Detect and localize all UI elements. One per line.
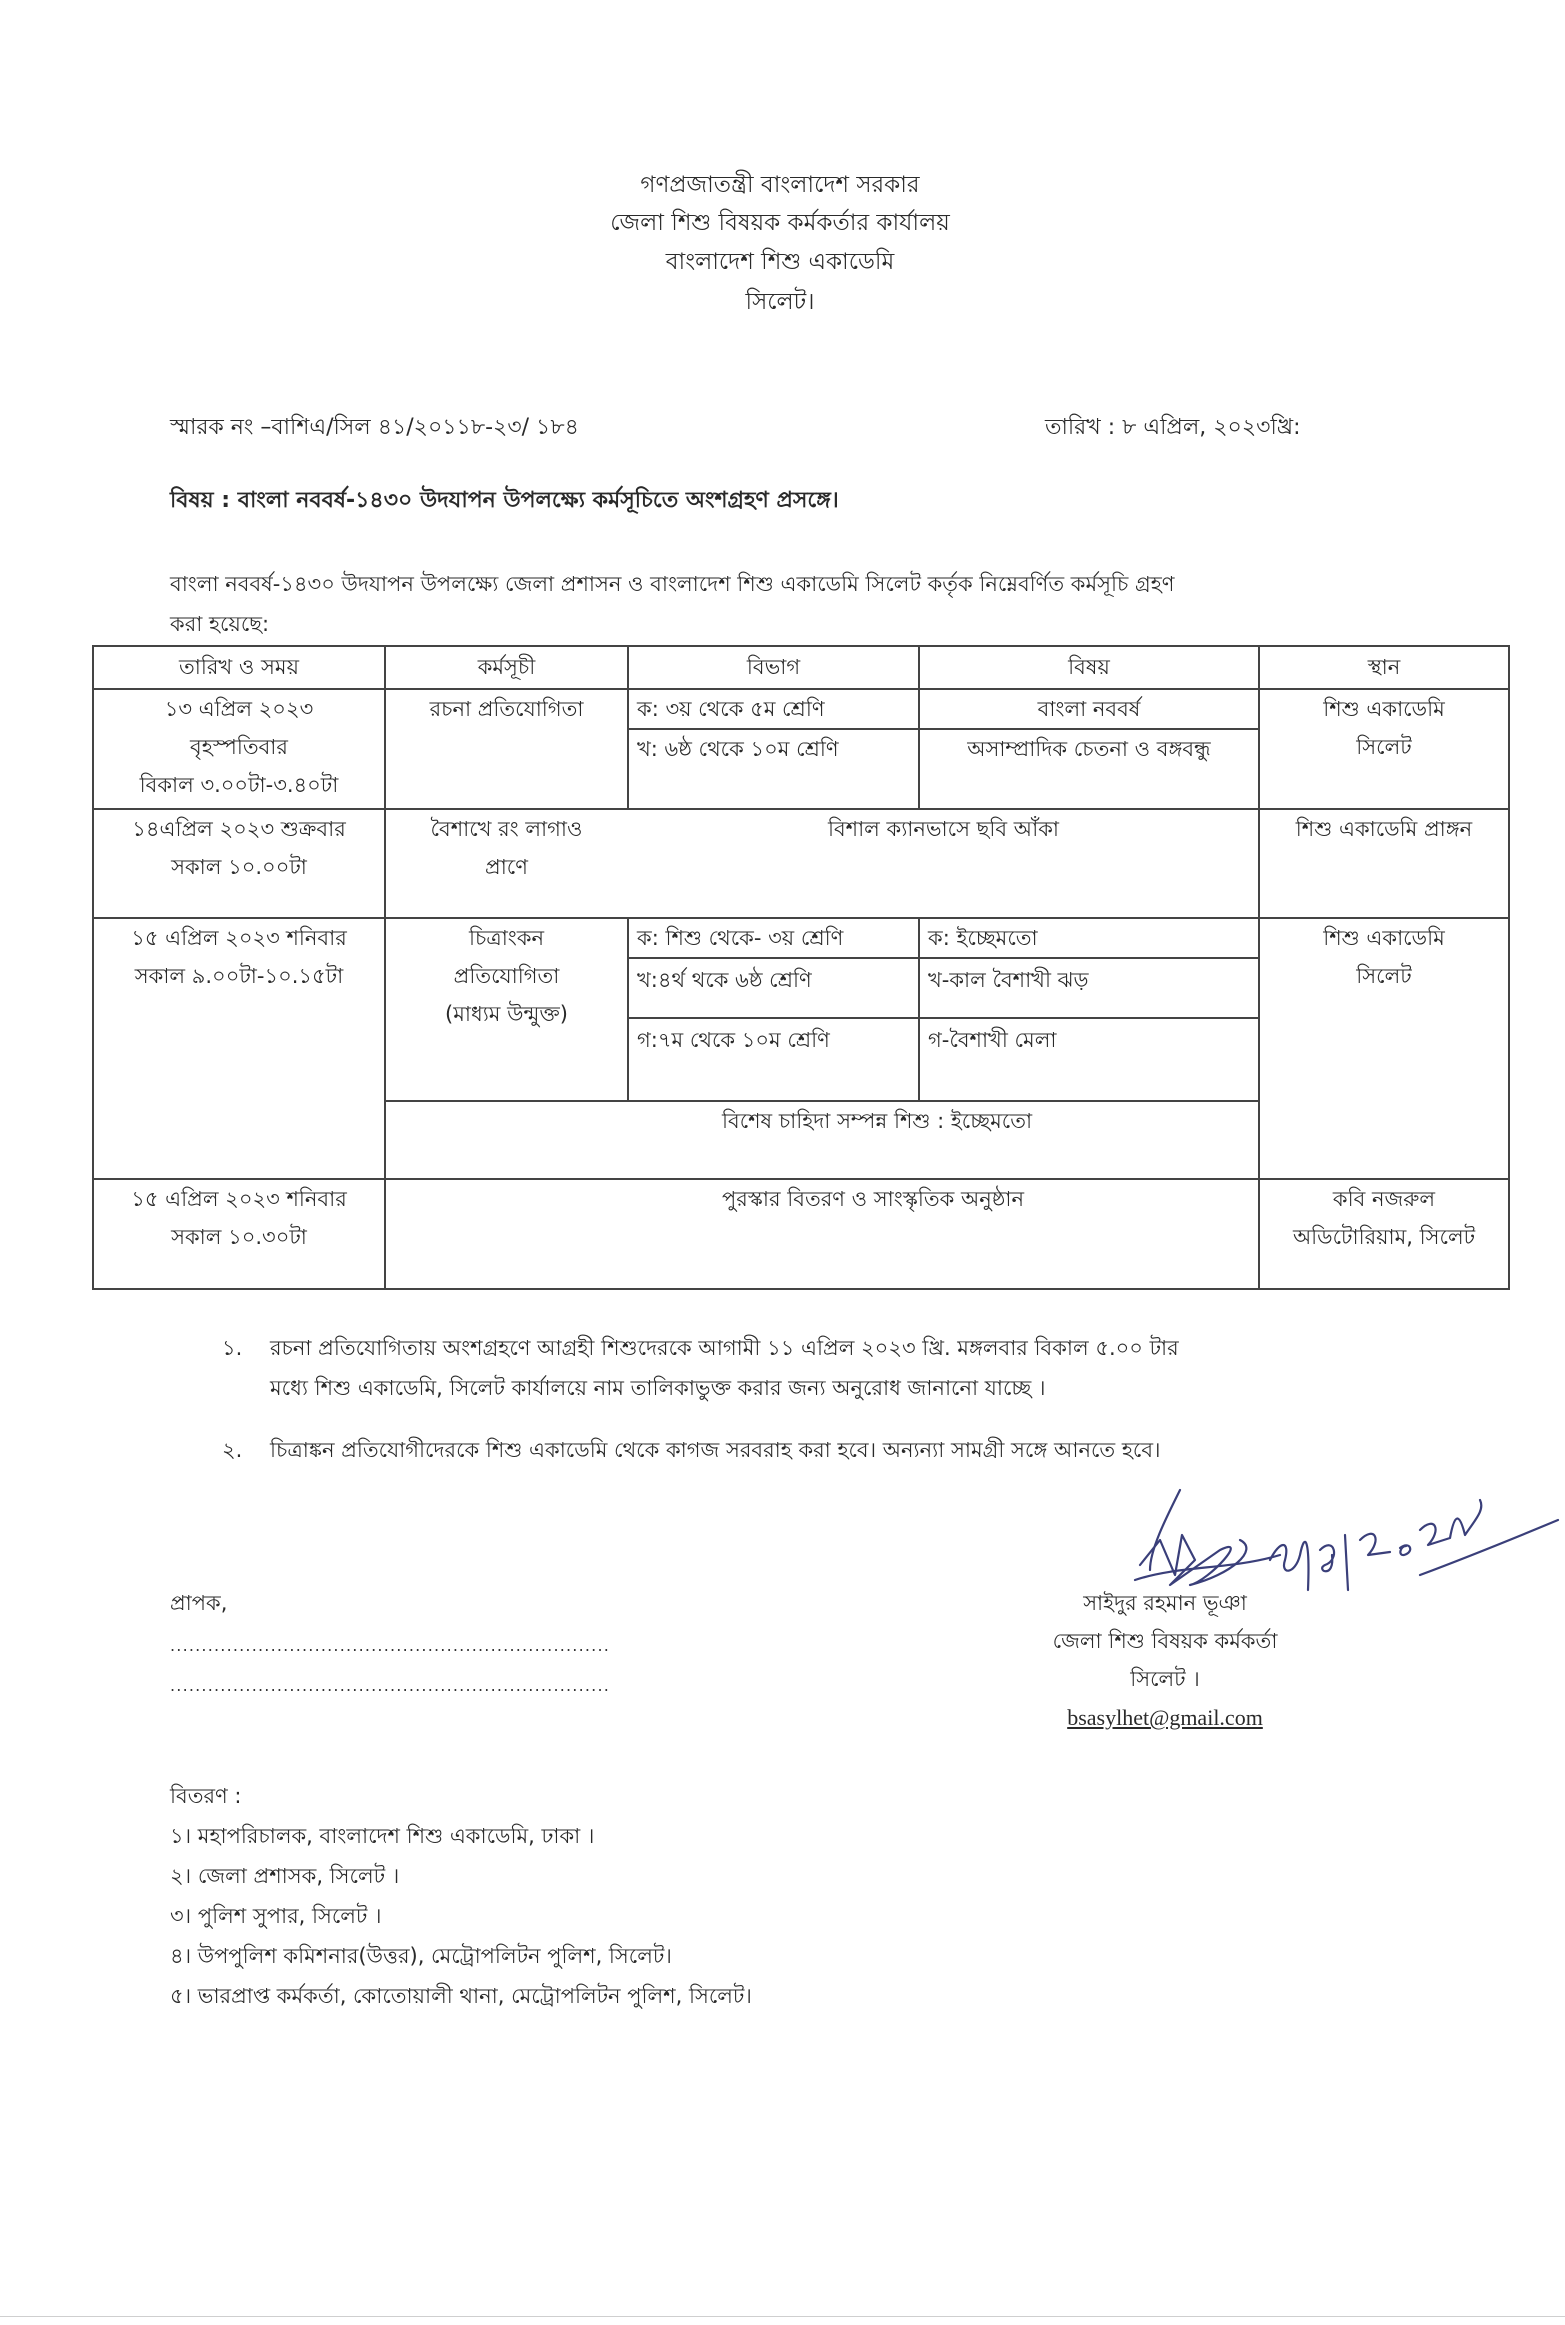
- column-header-program: কর্মসূচী: [477, 655, 536, 679]
- note-1-line-2: মধ্যে শিশু একাডেমি, সিলেট কার্যালয়ে নাম তালিকাভুক্ত করার জন্য অনুরোধ জানানো যাচ্ছে ।: [270, 1376, 1046, 1400]
- column-header-topic: বিষয়: [1068, 655, 1110, 679]
- row1-venue-line2: সিলেট: [1356, 735, 1412, 759]
- signature-stroke: [1420, 1500, 1481, 1545]
- memo-date: তারিখ : ৮ এপ্রিল, ২০২৩খ্রি:: [1045, 415, 1301, 440]
- row1-day: বৃহস্পতিবার: [190, 735, 288, 759]
- table-border-top: [92, 645, 1510, 647]
- column-header-venue: স্থান: [1367, 655, 1401, 679]
- row1-topic-a: বাংলা নববর্ষ: [1037, 697, 1141, 721]
- row3-division-c: গ:৭ম থেকে ১০ম শ্রেণি: [637, 1028, 830, 1052]
- signatory-designation: জেলা শিশু বিষয়ক কর্মকর্তা: [1052, 1629, 1278, 1653]
- distribution-item: ২। জেলা প্রশাসক, সিলেট ।: [170, 1864, 400, 1888]
- row2-program-line2: প্রাণে: [485, 855, 528, 879]
- row1-topic-b: অসাম্প্রাদিক চেতনা ও বঙ্গবন্ধু: [967, 737, 1211, 761]
- note-1-line-1: রচনা প্রতিযোগিতায় অংশগ্রহণে আগ্রহী শিশুদেরকে আগামী ১১ এপ্রিল ২০২৩ খ্রি. মঙ্গলবার বিকাল ৫.০০ টার: [270, 1336, 1179, 1360]
- signature-stroke: [1345, 1535, 1348, 1590]
- subject-line: বিষয় : বাংলা নববর্ষ-১৪৩০ উদযাপন উপলক্ষ্যে কর্মসূচিতে অংশগ্রহণ প্রসঙ্গে।: [170, 488, 839, 513]
- row4-date: ১৫ এপ্রিল ২০২৩ শনিবার: [131, 1187, 347, 1211]
- govt-name: গণপ্রজাতন্ত্রী বাংলাদেশ সরকার: [640, 172, 920, 198]
- table-col-divider: [918, 917, 920, 1100]
- row4-venue-line2: অডিটোরিয়াম, সিলেট: [1292, 1225, 1476, 1249]
- row3-venue-line1: শিশু একাডেমি: [1323, 926, 1445, 950]
- signature-stroke: [1150, 1490, 1180, 1570]
- row3-program-line2: প্রতিযোগিতা: [453, 964, 560, 988]
- row2-program-line1: বৈশাখে রং লাগাও: [430, 817, 583, 841]
- row2-time: সকাল ১০.০০টা: [171, 855, 307, 879]
- distribution-item: ৩। পুলিশ সুপার, সিলেট ।: [170, 1904, 382, 1928]
- row3-special-needs: বিশেষ চাহিদা সম্পন্ন শিশু : ইচ্ছেমতো: [722, 1109, 1033, 1133]
- distribution-item: ৫। ভারপ্রাপ্ত কর্মকর্তা, কোতোয়ালী থানা, মেট্রোপলিটন পুলিশ, সিলেট।: [170, 1984, 752, 2008]
- office-location: সিলেট।: [745, 289, 815, 315]
- signatory-location: সিলেট ।: [1130, 1667, 1200, 1691]
- signatory-name: সাইদুর রহমান ভূঞা: [1083, 1591, 1247, 1615]
- row3-venue-line2: সিলেট: [1356, 964, 1412, 988]
- row1-date: ১৩ এপ্রিল ২০২৩: [164, 697, 314, 721]
- signature-stroke: [1320, 1545, 1334, 1571]
- row3-time: সকাল ৯.০০টা-১০.১৫টা: [134, 964, 344, 988]
- signature-stroke: [1420, 1520, 1558, 1575]
- row3-division-b: খ:৪র্থ থকে ৬ষ্ঠ শ্রেণি: [637, 968, 812, 992]
- row1-division-b: খ: ৬ষ্ঠ থেকে ১০ম শ্রেণি: [637, 737, 839, 761]
- row4-time: সকাল ১০.৩০টা: [171, 1225, 307, 1249]
- table-border-bottom: [92, 1288, 1510, 1290]
- row3-topic-a: ক: ইচ্ছেমতো: [928, 926, 1038, 950]
- office-name: জেলা শিশু বিষয়ক কর্মকর্তার কার্যালয়: [610, 210, 950, 236]
- note-2-number: ২.: [222, 1438, 243, 1462]
- table-col-divider: [627, 917, 629, 1100]
- distribution-item: ৪। উপপুলিশ কমিশনার(উত্তর), মেট্রোপলিটন পুলিশ, সিলেট।: [170, 1944, 672, 1968]
- row4-activity: পুরস্কার বিতরণ ও সাংস্কৃতিক অনুষ্ঠান: [722, 1187, 1025, 1211]
- table-subrow-divider: [627, 957, 1258, 959]
- row3-program-line3: (মাধ্যম উন্মুক্ত): [445, 1002, 568, 1026]
- row1-program: রচনা প্রতিযোগিতা: [429, 697, 584, 721]
- signatory-email[interactable]: bsasylhet@gmail.com: [1067, 1705, 1263, 1730]
- row3-topic-b: খ-কাল বৈশাখী ঝড়: [928, 968, 1089, 992]
- table-subrow-divider: [627, 1017, 1258, 1019]
- signature-stroke: [1360, 1534, 1390, 1555]
- row3-division-a: ক: শিশু থেকে- ৩য় শ্রেণি: [637, 926, 844, 950]
- recipient-label: প্রাপক,: [170, 1591, 228, 1615]
- row3-date: ১৫ এপ্রিল ২০২৩ শনিবার: [131, 926, 347, 950]
- distribution-label: বিতরণ :: [170, 1784, 242, 1808]
- row2-date: ১৪এপ্রিল ২০২৩ শুক্রবার: [132, 817, 346, 841]
- memo-reference: স্মারক নং –বাশিএ/সিল ৪১/২০১১৮-২৩/ ১৮৪: [170, 415, 579, 440]
- organization-name: বাংলাদেশ শিশু একাডেমি: [665, 249, 895, 275]
- row4-venue-line1: কবি নজরুল: [1332, 1187, 1436, 1211]
- note-1-number: ১.: [222, 1336, 243, 1360]
- page-bottom-edge: [0, 2316, 1565, 2317]
- column-header-date-time: তারিখ ও সময়: [179, 655, 299, 679]
- intro-line-1: বাংলা নববর্ষ-১৪৩০ উদযাপন উপলক্ষ্যে জেলা প্রশাসন ও বাংলাদেশ শিশু একাডেমি সিলেট কর্তৃক নিম্নেবর্ণিত কর্মসূচি গ্রহণ: [170, 572, 1175, 596]
- row1-venue-line1: শিশু একাডেমি: [1323, 697, 1445, 721]
- row2-activity: বিশাল ক্যানভাসে ছবি আঁকা: [827, 817, 1060, 841]
- recipient-blank-line-2: ......................................................................: [170, 1676, 611, 1695]
- note-2-line-1: চিত্রাঙ্কন প্রতিযোগীদেরকে শিশু একাডেমি থেকে কাগজ সরবরাহ করা হবে। অন্যন্যা সামগ্রী সঙ্গে আনতে হবে।: [270, 1438, 1161, 1462]
- column-header-division: বিভাগ: [746, 655, 801, 679]
- row3-program-line1: চিত্রাংকন: [468, 926, 545, 950]
- signature-stroke: [1400, 1545, 1410, 1555]
- recipient-blank-line-1: ......................................................................: [170, 1636, 611, 1655]
- signature-stroke: [1270, 1542, 1308, 1590]
- row2-venue: শিশু একাডেমি প্রাঙ্গন: [1295, 817, 1473, 841]
- intro-line-2: করা হয়েছে:: [170, 612, 270, 636]
- row3-topic-c: গ-বৈশাখী মেলা: [928, 1028, 1057, 1052]
- program-table: [92, 645, 1510, 1290]
- row1-division-a: ক: ৩য় থেকে ৫ম শ্রেণি: [637, 697, 825, 721]
- row1-time: বিকাল ৩.০০টা-৩.৪০টা: [139, 773, 339, 797]
- distribution-item: ১। মহাপরিচালক, বাংলাদেশ শিশু একাডেমি, ঢাকা ।: [170, 1824, 595, 1848]
- table-border-right: [1508, 645, 1510, 1290]
